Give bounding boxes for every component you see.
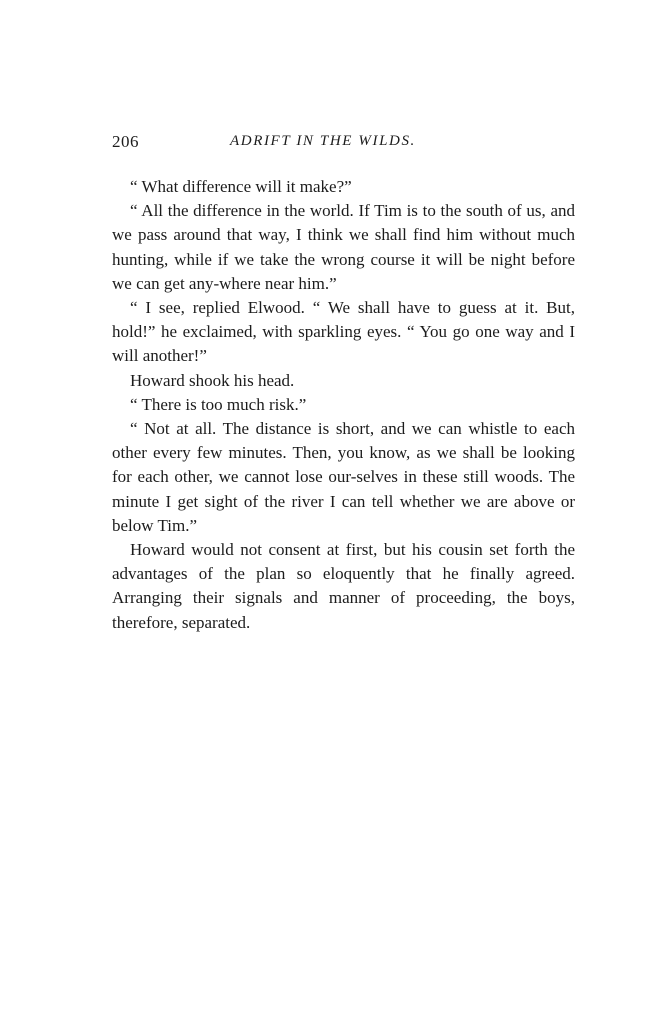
paragraph-5: “ There is too much risk.” (130, 394, 307, 414)
paragraph-3: “ I see, replied Elwood. “ We shall have to guess at it. But, hold!” he exclaimed, with sparkling eyes. “ You go one way and I will another!” (112, 298, 575, 366)
running-title: ADRIFT IN THE WILDS. (230, 133, 416, 149)
page-header (112, 132, 578, 156)
paragraph-6: “ Not at all. The distance is short, and we can whistle to each other every few minutes. Then, you know, as we shall be looking for each other, we cannot lose our-selves in these still woods. The minute I get sight of the river I can tell whether we are above or below Tim.” (112, 419, 575, 535)
body-text (112, 175, 575, 635)
paragraph-4: Howard shook his head. (130, 370, 295, 390)
page-number: 206 (112, 132, 139, 151)
paragraph-2: “ All the difference in the world. If Tim is to the south of us, and we pass around that way, I think we shall find him without much hunting, while if we take the wrong course it will be night before we can get any-where near him.” (112, 201, 575, 293)
paragraph-7: Howard would not consent at first, but his cousin set forth the advantages of the plan so eloquently that he finally agreed. Arranging their signals and manner of proceeding, the boys, therefore, separated. (112, 540, 575, 632)
paragraph-1: “ What difference will it make?” (130, 177, 352, 196)
